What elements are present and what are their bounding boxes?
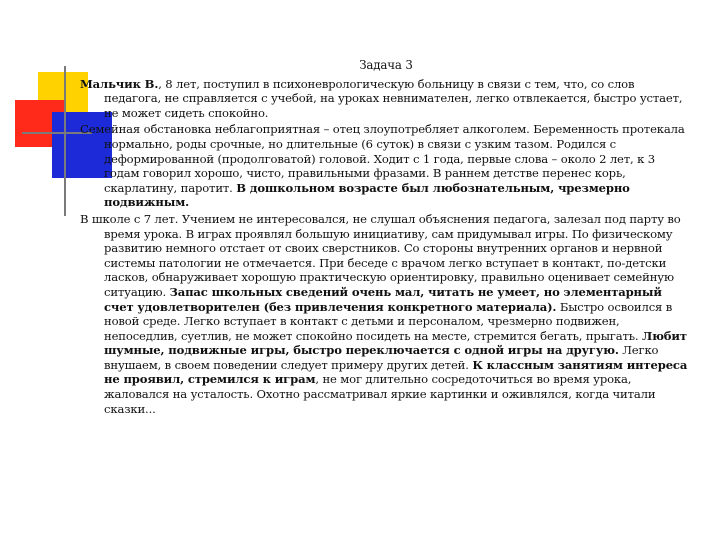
patient-name: Мальчик В. <box>80 76 159 91</box>
preschool-note: В дошкольном возрасте был любознательным, чрезмерно подвижным. <box>104 180 630 210</box>
paragraph-school <box>80 212 692 416</box>
school-text-4: , не мог длительно сосредоточиться во время урока, жаловался на усталость. Охотно рассматривал яркие картинки и оживлялся, когда читали сказки... <box>104 372 656 416</box>
decor-vertical-line <box>64 66 66 216</box>
school-bold-1: Запас школьных сведений очень мал, читать не умеет, но элементарный счет удовлетворителен (без привлечения конкретного материала). <box>104 284 662 314</box>
school-bold-3: К классным занятиям интереса не проявил, стремился к играм <box>104 357 688 387</box>
school-text-3: Легко внушаем, в своем поведении следует примеру других детей. <box>104 343 659 372</box>
paragraph-complaint <box>80 77 692 121</box>
school-bold-2: Любит шумные, подвижные игры, быстро переключается с одной игры на другую. <box>104 328 687 358</box>
paragraph-anamnesis <box>80 122 692 210</box>
anamnesis-text: Семейная обстановка неблагоприятная – отец злоупотребляет алкоголем. Беременность протекала нормально, роды срочные, но длительные (6 суток) в связи с узким тазом. Родился с деформированной (продолговатой) головой. Ходит с 1 года, первые слова – около 2 лет, к 3 годам говорил хорошо, чисто, правильными фразами. В раннем детстве перенес корь, скарлатину, паротит. <box>80 122 685 195</box>
school-text-2: Быстро освоился в новой среде. Легко вступает в контакт с детьми и персоналом, чрезмерно подвижен, непоседлив, суетлив, не может спокойно посидеть на месте, стремится бегать, прыгать. <box>104 299 673 343</box>
complaint-text: , 8 лет, поступил в психоневрологическую больницу в связи с тем, что, со слов педагога, не справляется с учебой, на уроках невнимателен, легко отвлекается, быстро устает, не может сидеть спокойно. <box>104 76 683 120</box>
task-document <box>80 58 692 418</box>
school-text-1: В школе с 7 лет. Учением не интересовался, не слушал объяснения педагога, залезал под парту во время урока. В играх проявлял большую инициативу, сам придумывал игры. По физическому развитию немного отстает от своих сверстников. Со стороны внутренних органов и нервной системы патологии не отмечается. При беседе с врачом легко вступает в контакт, по-детски ласков, обнаруживает хорошую практическую ориентировку, правильно оценивает семейную ситуацию. <box>80 211 681 299</box>
task-title: Задача 3 <box>359 58 413 72</box>
